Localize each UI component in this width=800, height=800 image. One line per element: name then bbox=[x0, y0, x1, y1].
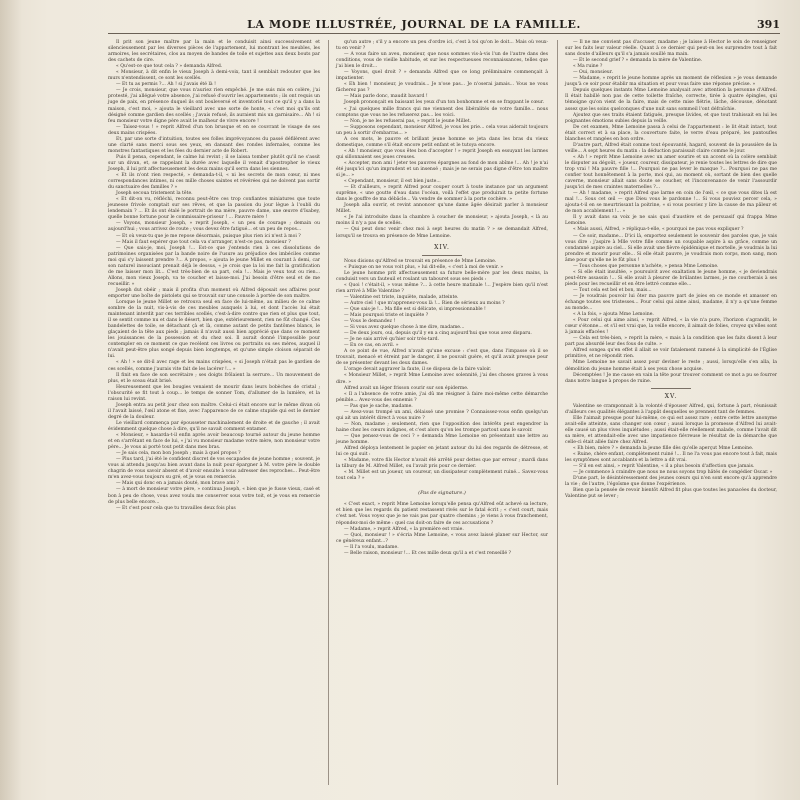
paragraph: « Il a l'absence de votre amie, j'ai dû me résigner à faire moi-même cette démarche pénible... Avez-vous des ennemis ? bbox=[336, 391, 548, 403]
paragraph: — Plus tard, j'ai été le confident discret de vos escapades de jeune homme ; souvent, je vous ai attendu jusqu'au bien avant dans la nuit pour épargner à M. votre père le double chagrin de vous savoir absent et d'avoir ensuite à vous adresser des reproches... Peut-être m'en avez-vous toujours su gré, et je vous en remercie. bbox=[108, 457, 320, 481]
paragraph: Et, par une sorte d'intuition, toutes ses folles imprévoyances du passé défilèrent avec une clarté sans merci sous ses yeux, en dansant des rondes infernales, comme les monstres fantastiques et les fées du dernier acte de Robert. bbox=[108, 136, 320, 154]
paragraph: — à mort de monsieur votre père, » continua Joseph, « bien que je fusse vieux, casé et bon à peu de chose, vous avez voulu me conserver sous votre toit, et je vous en remercie de plus belle encore... bbox=[108, 487, 320, 505]
paragraph: — Madame, » reprit Alfred, « la première est vraie. bbox=[344, 526, 464, 532]
paragraph: Ajoutez que ses traits étaient fatigués, presque livides, et que tout trahissait en lui les poignantes émotions subies depuis la veille. bbox=[565, 112, 777, 124]
paragraph: « Ah ! » se dit-il avec rage et les mains crispées, « si Joseph n'était pas le gardien de ces scellés, comme j'aurais vite fait de les lacérer !... » bbox=[108, 360, 320, 372]
paragraph: — En ce cas, en avril. » bbox=[344, 343, 399, 349]
paragraph: — Et c'est pour cela que tu travailles deux fois plus bbox=[116, 505, 236, 511]
paragraph: Lorsque le jeune Millet se retrouva seul en face de lui-même, au milieu de ce calme sombre de la nuit, vis-à-vis de ces meubles auxquels à lui, et dont l'accès lui était maintenant interdit par ces terribles scellés, c'est-à-dire contre que rien et plus que tout, il se sentit comme nu et dans le désert, bien que, extérieurement, rien ne fût changé. Ces bandelettes de toile, se détachant çà et là, comme autant de petits fantômes blancs, le glaçaient de la tête aux pieds ; jamais il n'avait aussi bien apprécié que dans ce moment les jouissances de la possession et du chez soi. Il aurait donné l'impossible pour contempler en ce moment ce que recèlent ces livres ou portraits ou ses mères, auquel il n'avait peut-être plus songé depuis bien longtemps, et qu'une simple cloison séparait de lui. bbox=[108, 300, 320, 360]
paragraph: — Je sais cela, mon bon Joseph ; mais à quel propos ? bbox=[116, 451, 241, 457]
paragraph: « Mais aussi, Alfred, » répliqua-t-elle, « pourquoi ne pas vous expliquer ? bbox=[573, 227, 744, 233]
column-divider-2 bbox=[557, 40, 558, 785]
letter-signoff: (Pas de signature.) bbox=[418, 490, 466, 497]
paragraph: « M. Millet est un joueur, un coureur, un dissipateur complètement ruiné... Savez-vous tout cela ? » bbox=[336, 470, 548, 482]
paragraph: « Si elle était insultée, » poursuivit avec exaltation le jeune homme, « je deviendrais peut-être assassin !... Si elle avait à pleurer de brûlantes larmes, je me courberais à ses pieds pour les recueillir et en être lettré comme elle... bbox=[565, 269, 777, 287]
paragraph: — Et d'ailleurs, » reprit Alfred pour couper court à toute instance par un argument suprême, « une goutte d'eau dans l'océan, voilà l'effet que produirait ta petite fortune dans le gouffre de ma débâcle... Va vendre de sommer à la porte cochère. » bbox=[336, 185, 548, 203]
paragraph: — Mais il faut espérer que tout cela va s'arranger, n'est-ce pas, monsieur ? bbox=[116, 239, 291, 245]
paragraph: Il finit en face de son secrétaire ; ses doigts frôlaient la serrure... Un mouvement de plus, et le sceau était brisé. bbox=[108, 372, 320, 384]
paragraph: A ces mots, le pauvre et brillant jeune homme se jeta dans les bras du vieux domestique, comme s'il était encore petit enfant et le tutoya encore. bbox=[336, 136, 548, 148]
page-number: 391 bbox=[757, 18, 780, 31]
paragraph: — Je voudrais pouvoir lui ôter ma pauvre part de joies en ce monde et amasser en échange toutes ses tristesses... Pour celui qui aime ainsi, madame, il n'y a qu'une femme au monde... bbox=[565, 293, 777, 312]
paragraph: — Il ne me convient pas d'accuser, madame ; je laisse à Hector le soin de renseigner sur les faits leur valeur réelle. Quant à ce dernier qui peut-on les surprendre tout à fait sans doute d'ailleurs qu'il s'a jamais souillé ma main. bbox=[565, 40, 777, 58]
paragraph: « Eh bien ! monsieur, je voudrais... Je n'ose pas... Je n'oserai jamais... Vous ne vous fâcherez pas ? bbox=[336, 82, 548, 94]
paragraph: — Si vous avez quelque chose à me dire, madame... bbox=[344, 325, 465, 331]
paragraph: — Tout cela est bel et bon, mais... bbox=[573, 287, 652, 293]
column-divider-1 bbox=[328, 40, 329, 785]
paragraph: Alfred avait un léger frisson courir sur son épiderme. bbox=[344, 385, 469, 391]
paragraph: — Ah ! madame, » reprit Alfred que larme en coin de l'œil, « ce que vous dites là est mal !... Sous cet œil — que Dieu vous le pardonne !... Si vous pouviez percer cela, » ajouta-t-il en se meurtrissant la poitrine, « si vous pouviez y lire la cause de ma pâleur et de mon accablement !... » bbox=[565, 191, 777, 215]
chapter-rule bbox=[651, 388, 691, 389]
paragraph: — Il l'a voulu, madame. bbox=[344, 544, 399, 550]
paragraph: A ce point de vue, Alfred n'avait qu'une excuse : c'est que, dans l'impasse où il se trouvait, menacé et étreint par le danger, il ne pouvait guère, et qu'il avait presque peur de se présenter devant les deux dames. bbox=[336, 349, 548, 367]
paragraph: « Eh bien, mère ? » demanda la jeune fille dès qu'elle aperçut Mme Lemoine. bbox=[573, 446, 754, 452]
paragraph: — Quoi, monsieur ! » s'écria Mme Lemoine, « vous avez laissé planer sur Hector, sur ce généreux enfant...? bbox=[336, 532, 548, 544]
paragraph: Joseph secoua tristement la tête. bbox=[116, 191, 193, 197]
paragraph: — Oui, monsieur. bbox=[573, 70, 613, 76]
paragraph: — A vous faire un aveu, monsieur, que nous sommes vis-à-vis l'un de l'autre dans des conditions, vous de vieille habitude, et sur les respectueuses reconnaissances, telles que j'ai bien le droit... bbox=[336, 52, 548, 70]
paragraph: « Ah ! monsieur, que vous êtes bon d'accepter ! » reprit Joseph en essuyant les larmes qui sillonnaient ses joues creuses. bbox=[336, 148, 548, 160]
paragraph: Il y avait dans sa voix je ne sais quoi d'austère et de persuasif qui frappa Mme Lemoine. bbox=[565, 215, 777, 227]
text-column-1 bbox=[108, 40, 320, 512]
paragraph: — Autre ciel ! que m'apprenez-vous là !... Rien de sérieux au moins ? bbox=[344, 300, 505, 306]
paragraph: — Voyons, monsieur Joseph, » reprit Joseph, « un peu de courage ; demain ou aujourd'hui ; vous arrivez de route ; vous devez être fatigué... et un peu de repos... bbox=[108, 221, 320, 233]
paragraph: — Mais parle donc, maudit bavard ! bbox=[344, 94, 428, 100]
paragraph: « J'ai quelques mille francs qui me viennent des libéralités de votre famille... nous comptons que vous ne les refuserez pas... les voici. bbox=[336, 106, 548, 118]
paragraph: « Accepter, mon ami ! jeter tes pauvres épargnes au fond de mon abîme !... Ah ! je n'ai été jusqu'ici qu'un imprudent et un insensé ; mais je ne serais pas digne d'être ton maître si je... » bbox=[336, 160, 548, 179]
paragraph: — Je commence à craindre que nous ne nous soyons trop hâtés de congédier Oscar. » bbox=[573, 470, 773, 476]
paragraph: Depuis quelques instants Mme Lemoine analysait avec attention la personne d'Alfred. Il était habillé non pas de cette toilette fraîche, correcte, tirée à quatre épingles, qui témoigne qu'on vient de la faire, mais de cette mise flétrie, lâche, décousue, dénotant assez que les soins quelconques d'une nuit sans sommeil l'ont défraîchie. bbox=[565, 88, 777, 112]
paragraph: Puis il pensa, cependant, le calme lui revint ; il se laissa tomber plutôt qu'il ne s'assit sur un divan, et, se rappelant la durée avec laquelle il venait d'apostropher le vieux Joseph, il lui prit affectueusement les deux mains qu'il serra dans les siennes. bbox=[108, 154, 320, 172]
paragraph: — Cela est très-bien, » reprit la mère, « mais à la condition que les faits disent à leur part pas absurdé leur des fous de culte. » bbox=[565, 336, 777, 348]
paragraph: « Qu'est-ce que tout cela ? » demanda Alfred. bbox=[116, 64, 223, 70]
paragraph: — Que sais-je !... Ma fille est si délicate, si impressionnable ! bbox=[344, 306, 486, 312]
paragraph: — Mais pourquoi triste et inquiète ? bbox=[344, 313, 429, 319]
paragraph: L'orage devait aggraver la faute, il se disposa de la faire valoir. bbox=[344, 367, 492, 373]
paragraph: Alfred déploya lentement le papier en jetant autour du lui des regards de détresse, et lui ce qui suit : bbox=[336, 446, 548, 458]
paragraph: Joseph alla ouvrir, et revint annoncer qu'une dame âgée désirait parler à monsieur Millet. bbox=[336, 203, 548, 215]
column-3-body-a bbox=[565, 40, 777, 385]
paragraph: Mme Lemoine ne savait assez pour deviner le reste ; aussi, lorsqu'elle s'en alla, la démolition du jeune homme était à ses yeux chose acquise. bbox=[565, 360, 777, 372]
paragraph: Le jeune homme prit affectueusement sa future belle-mère par les deux mains, la conduisit vers un fauteuil et roulant un tabouret sous ses pieds : bbox=[336, 270, 548, 282]
paragraph: Joseph prononçait en baissant les yeux d'un ton bonhomme et en se frappant le cœur. bbox=[344, 100, 545, 106]
paragraph: D'autre part, Alfred était comme tout épouvanté, hagard, souvent de la poussière de la veille... A sept heures du matin : la déduction paraissait claire comme le jour. bbox=[565, 142, 777, 154]
paragraph: — Pas que je sache, madame. bbox=[344, 403, 413, 409]
paragraph: De cet examen, Mme Lemoine passa à celui de l'appartement : le lit était intact, tout était correct et à sa place, la couverture faite, le verre d'eau préparé, les pantoufles blanches et rangées en bon ordre. bbox=[565, 124, 777, 142]
paragraph: — Belle raison, monsieur !... Et ces mille deux qu'il a et c'est renseillé ? bbox=[344, 550, 511, 556]
paragraph: qu'un autre ; s'il y a encore un peu d'ordre ici, c'est à toi qu'on le doit... Mais où veux-tu en venir ? bbox=[336, 40, 548, 52]
paragraph: « Monsieur, à dit enfin le vieux Joseph à demi-voix, tant il semblait redouter que les murs n'entendissent, ce sont les scellés. bbox=[108, 70, 320, 82]
column-3-body-b bbox=[565, 404, 777, 501]
paragraph: « Pour celui qui aime ainsi, » reprit Alfred, « la vie n'a pure, l'horizon s'agrandit, le cœur s'étonne... et s'il est vrai que, la veille encore, il aimait de folies, croyez qu'elles sont à jamais effacées ! bbox=[565, 318, 777, 336]
paragraph: — Valentine est triste, inquiète, malade, atteinte. bbox=[344, 294, 459, 300]
paragraph: Joseph dut obéir ; mais il profita d'un moment où Alfred déposait ses affaires pour emporter une boîte de pistolets qui se trouvait sur une console à portée de son maître. bbox=[108, 287, 320, 299]
paragraph: « Et dit-on vu, réfléchi, reconnu peut-être ces trop confiantes miniatures que toute jeunesse frivole comptait sur ses rêves, et que la passion du jour lègue à l'oubli du lendemain ? ... Et ils ont étalé le portrait de ma mère, pauvre dame, une œuvre d'Isabey, quelle bonne fortune pour le commissaire-priseur ! ... Pauvre mère ! bbox=[108, 197, 320, 221]
paragraph: — Taisez-vous ! » reprit Alfred d'un ton brusque et en se couvrant le visage de ses deux mains crispées. bbox=[108, 124, 320, 136]
paragraph: « Ah ! » reprit Mme Lemoine avec un amer sourire et un accent où la colère semblait le disputer au dégoût, « joueur, coureur, dissipateur, je renie toutes les lettres de dire que trop vrai ! Ma pauvre fille !... Pourquoi ne pas lever le masque ?... Pourquoi ne pas me confier tout honnêtement à la porte, moi qui, au moment où, sortant de bien des quelle caverne, monsieur allait sans doute se coucher, et l'inconvenance de venir l'assourdir jusqu'ici de mes craintes maternelles ?... bbox=[565, 154, 777, 191]
paragraph: « A la fois, » ajouta Mme Lemoine. bbox=[573, 312, 654, 318]
paragraph: — Mais qui donc en a jamais douté, mon brave ami ? bbox=[116, 481, 240, 487]
paragraph: « Ruine, chère enfant, complètement ruiné !... Il ne l'a vous pas encore tout à fait, mais les symptômes sont accablants et la lettre a dit vrai. bbox=[565, 452, 777, 464]
chapter-rule bbox=[422, 255, 462, 256]
column-1-body bbox=[108, 40, 320, 512]
paragraph: — Tous choses que personne n'achète, » pensa Mme Lemoine. bbox=[573, 263, 719, 269]
paragraph: Il prit son jeune maître par la main et le conduisit ainsi successivement et silencieusement par les diverses pièces de l'appartement, lui montrant les meubles, les armoires, les secrétaires, clos au moyen de bandes de toile et sujettes aux deux bouts par des cachets de cire. bbox=[108, 40, 320, 64]
paragraph: — Je ne sais arrivé qu'hier soir très-tard. bbox=[344, 337, 440, 343]
paragraph: Nous disions qu'Alfred se trouvait en présence de Mme Lemoine. bbox=[344, 258, 497, 264]
paragraph: — Ce soir, madame... D'ici là, emportez seulement le souvenir des paroles que, je vais vous dire : j'aspire à Mlle votre fille comme un coupable aspire à sa grâce, comme un condamné aspire au ciel... Si elle avait une fièvre épidémique et mortelle, je voudrais la lui prendre et mourir pour elle... Si elle était pauvre, je voudrais mon corps, mon sang, mon âme pour qu'elle ne le fût plus ! bbox=[565, 233, 778, 263]
column-2-body-c bbox=[336, 502, 548, 556]
paragraph: — Et où veux-tu que je me repose désormais, puisque plus rien ici n'est à moi ? bbox=[116, 233, 301, 239]
paragraph: « Ma ruine ? bbox=[573, 64, 603, 70]
paragraph: — Et le second grief ? » demanda la mère de Valentine. bbox=[573, 58, 703, 64]
chapter-heading-xv: XV. bbox=[664, 392, 678, 400]
paragraph: Bien que la pensée de revoir bientôt Alfred fit plus que toutes les panacées du docteur, Valentine put se lever ; bbox=[565, 488, 777, 500]
paragraph: Heureusement que les bougies venaient de mourir dans leurs bobèches de cristal ; l'obscurité se fit tout à coup... le temps de sonner Tom, d'allumer de la lumière, et la raison lui revint. bbox=[108, 384, 320, 402]
text-column-2 bbox=[336, 40, 548, 557]
paragraph: « Je l'ai introduite dans la chambre à coucher de monsieur, » ajouta Joseph, « là au moins il n'y a pas de scellés. bbox=[336, 215, 548, 227]
header-rule bbox=[108, 33, 780, 34]
paragraph: — Que sais-je, moi, Joseph !... Est-ce que j'entends rien à ces dissolutions de patrimoines organisées par la bande noire de l'usure au préjudice des imbéciles comme moi qui s'y laissent prendre ?... A propos, » ajouta le jeune Millet en courant à demi, car son naturel insouciant prenait déjà le dessus, « je crois que la loi me fait la gratification de me laisser mon lit... C'est très-bien de sa part, cela !... Mais je veux tout ou rien... Allons, mon vieux Joseph, va te coucher et laisse-moi. J'ai besoin d'être seul et de me recueillir. » bbox=[108, 245, 320, 287]
column-2-body-a bbox=[336, 40, 548, 240]
paragraph: Joseph entra au petit jour chez son maître. Celui-ci était encore sur le même divan où il l'avait laissé, l'œil atone et fixe, avec l'apparence de ce calme stupide qui est le dernier degré de la douleur. bbox=[108, 402, 320, 420]
paragraph: « Madame, votre fils Hector n'avait été arrêté pour dettes que par erreur ; mardi dans la tilbury de M. Alfred Millet, ou l'avait pris pour ce dernier. bbox=[336, 458, 548, 470]
paragraph: — Et tu as permis ?... Ah ! si j'avais été là ! bbox=[116, 82, 216, 88]
column-2-body-b bbox=[336, 259, 548, 483]
running-head: LA MODE ILLUSTRÉE, JOURNAL DE LA FAMILLE. bbox=[247, 18, 581, 31]
paragraph: — Supposons cependant, monsieur Alfred, je vous les prie... cela vous aiderait toujours un peu à sortir d'embarras... » bbox=[336, 124, 548, 136]
paragraph: « Quoi ! c'était-il, » vous même ?... à cette heure matinale !... J'espère bien qu'il n'est rien arrivé à Mlle Valentine ? bbox=[336, 282, 548, 294]
paragraph: Valentine se cramponnait à la volonté d'épouser Alfred, qui, fortune à part, réunissait d'ailleurs ces qualités élégantes à l'appât desquelles se prennent tant de femmes. bbox=[565, 403, 777, 415]
paragraph: « C'est exact, » reprit Mme Lemoine lorsqu'elle pensa qu'Alfred eût achevé sa lecture, et bien que les regards du patient restassent rivés sur le fatal écrit ; « c'est court, mais c'est net. Vous voyez que je ne vais pas par quatre chemins ; je viens à vous franchement, répondez-moi de même : quel cas doit-on faire de ces accusations ? bbox=[336, 502, 548, 526]
paragraph: — Je crois, monsieur, que vous n'auriez rien empêché. Je me suis mis en colère, j'ai protesté, j'ai allégué votre absence, j'ai refusé d'ouvrir les appartements ; ils ont requis un juge de paix, en présence duquel ils ont bouleversé et inventorié tout ce qu'il y a dans la maison, c'est moi, » ajouta le vieillard avec une sorte de honte, « c'est moi qu'ils ont désigné comme gardien des scellés ; j'avais refusé, ils auraient mis un garnisaire... Ah ! si feu monsieur votre digne père avait le malheur de vivre encore ! bbox=[108, 88, 320, 124]
paragraph: — Madame, » reprit le jeune homme après un moment de réflexion » je vous demande jusqu'à ce soir pour établir ma situation et pour vous faire une réponse précise. » bbox=[565, 76, 777, 88]
paragraph: Elle l'aimait presque pour lui-même, ce qui est assez rare ; entre cette lettre anonyme avait-elle atteinte, sans changer son cœur ; aussi lorsque la promesse d'Alfred lui avait-elle causé un plus vives inquiétudes ; aussi était-elle réellement malade, comme l'avait dit sa mère, et attendait-elle avec une impatience fiévreuse le résultat de la démarche que celle-ci était allée faire chez Alfred. bbox=[565, 415, 777, 445]
paragraph: — Avez-vous trompé un ami, délaissé une promise ? Connaissez-vous enfin quelqu'un qui ait un intérêt direct à vous nuire ? bbox=[336, 409, 548, 421]
paragraph: Décemptées ! Je me casse en vain la tête pour trouver comment ce mot a pu se fourrer dans notre langue à propos de ruine. bbox=[565, 372, 777, 384]
paragraph: — Non, je ne les refuserai pas, » reprit le jeune Millet. bbox=[344, 118, 472, 124]
paragraph: — Vous le demandez ! bbox=[344, 319, 396, 325]
paragraph: Alfred songea qu'en effet il allait se voir fatalement ramené à la simplicité de l'Église primitive, et ne répondit rien. bbox=[565, 348, 777, 360]
paragraph: « Puisque on ne vous voit plus, » lui dit-elle, « c'est à moi de venir. » bbox=[344, 264, 504, 270]
chapter-heading-xiv: XIV. bbox=[434, 243, 450, 251]
paragraph: — Que pensez-vous de ceci ? » demanda Mme Lemoine en présentant une lettre au jeune homme. bbox=[336, 433, 548, 445]
text-column-3 bbox=[565, 40, 777, 500]
paragraph: Le vieillard commença par épousseter machinalement de droite et de gauche ; il avait évidemment quelque chose à dire, qu'il ne savait comment entamer. bbox=[108, 420, 320, 432]
paragraph: « Cependant, monsieur, il est bien juste... bbox=[344, 179, 441, 185]
paragraph: « Monsieur, » hasarda-t-il enfin après avoir beaucoup tourné autour du jeune homme et en s'arrêtant en face de lui, « j'ai vu monsieur madame votre mère, non monsieur votre père... Je vous ai porté tout petit dans mes bras. bbox=[108, 433, 320, 451]
paragraph: — De deux jours, oui, depuis qu'il y en a cinq aujourd'hui que vous avez disparu. bbox=[344, 331, 532, 337]
paragraph: — Voyons, quel droit ? » demanda Alfred que ce long préliminaire commençait à impatienter. bbox=[336, 70, 548, 82]
paragraph: — S'il en est ainsi, » reprit Valentine, « il a plus besoin d'affection que jamais. bbox=[573, 464, 755, 470]
paragraph: — Non, madame ; seulement, rien que l'opposition des intérêts peut engendrer la haine chez les cœurs indignes, et c'est alors qu'on les trompe partout sans le savoir. bbox=[336, 421, 548, 433]
paragraph: — Qui peut donc venir chez moi à sept heures du matin ? » se demandait Alfred, lorsqu'il se trouva en présence de Mme Lemoine. bbox=[336, 227, 548, 239]
binding-shadow bbox=[0, 0, 22, 800]
paragraph: « Et ils n'ont rien respecté, » demanda-t-il, « ni les secrets de mon cœur, ni mes correspondances intimes, ni ces mille choses saintes et révérées qui ne doivent pas sortir du sanctuaire des familles ? » bbox=[108, 173, 320, 191]
paragraph: D'une part, le désintéressement des jeunes cœurs qui n'en sont encore qu'à apprendre la vie ; de l'autre, l'égoïsme que donne l'expérience. bbox=[565, 476, 777, 488]
paragraph: « Monsieur Millet, » reprit Mme Lemoine avec solennité, j'ai des choses graves à vous dire. » bbox=[336, 373, 548, 385]
